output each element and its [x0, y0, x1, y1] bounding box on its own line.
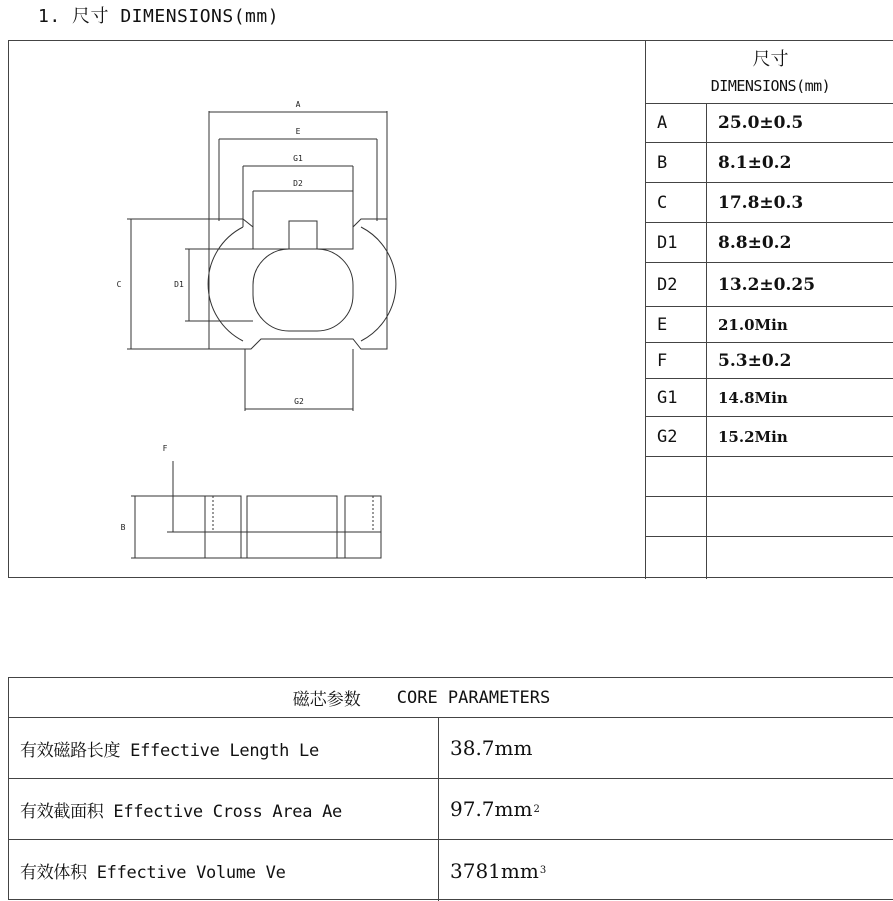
core-row-area	[9, 779, 893, 840]
dim-row-a: A 25.0±0.5	[646, 103, 893, 143]
core-parameters-header	[9, 678, 893, 718]
label-A: A	[295, 100, 301, 109]
label-D2: D2	[293, 179, 303, 188]
core-row-length	[9, 718, 893, 779]
label-E: E	[295, 127, 301, 136]
section-title: 1. 尺寸 DIMENSIONS(mm)	[38, 6, 280, 27]
dim-row-b: B 8.1±0.2	[646, 143, 893, 183]
header-zh: 尺寸	[752, 49, 789, 70]
core-title-en: CORE PARAMETERS	[396, 687, 551, 708]
param-value: 38.7mm	[450, 736, 533, 760]
dim-row-g2: G2 15.2Min	[646, 417, 893, 457]
label-F: F	[162, 444, 168, 453]
core-title-zh: 磁芯参数	[292, 690, 361, 710]
dimensions-table	[645, 41, 893, 579]
core-drawing	[9, 41, 645, 579]
dimensions-table-header	[646, 41, 893, 104]
label-G1: G1	[293, 154, 303, 163]
dim-row-c: C 17.8±0.3	[646, 183, 893, 223]
dimensions-panel	[8, 40, 893, 578]
label-B: B	[120, 523, 126, 532]
dim-row-g1: G1 14.8Min	[646, 379, 893, 417]
dim-row-f: F 5.3±0.2	[646, 343, 893, 379]
param-name: 有效磁路长度 Effective Length Le	[9, 718, 439, 778]
param-name: 有效截面积 Effective Cross Area Ae	[9, 779, 439, 839]
label-C: C	[116, 280, 122, 289]
core-parameters-table	[8, 677, 893, 900]
param-value: 3781mm 3	[450, 858, 547, 883]
param-name: 有效体积 Effective Volume Ve	[9, 840, 439, 901]
dim-row-empty	[646, 537, 893, 579]
core-row-volume	[9, 840, 893, 901]
dim-row-empty	[646, 457, 893, 497]
dim-row-d2: D2 13.2±0.25	[646, 263, 893, 307]
dim-row-d1: D1 8.8±0.2	[646, 223, 893, 263]
header-en: DIMENSIONS(mm)	[710, 77, 831, 95]
dim-row-e: E 21.0Min	[646, 307, 893, 343]
dim-row-empty	[646, 497, 893, 537]
param-value: 97.7mm 2	[450, 797, 540, 821]
label-G2: G2	[294, 397, 304, 406]
label-D1: D1	[174, 280, 184, 289]
